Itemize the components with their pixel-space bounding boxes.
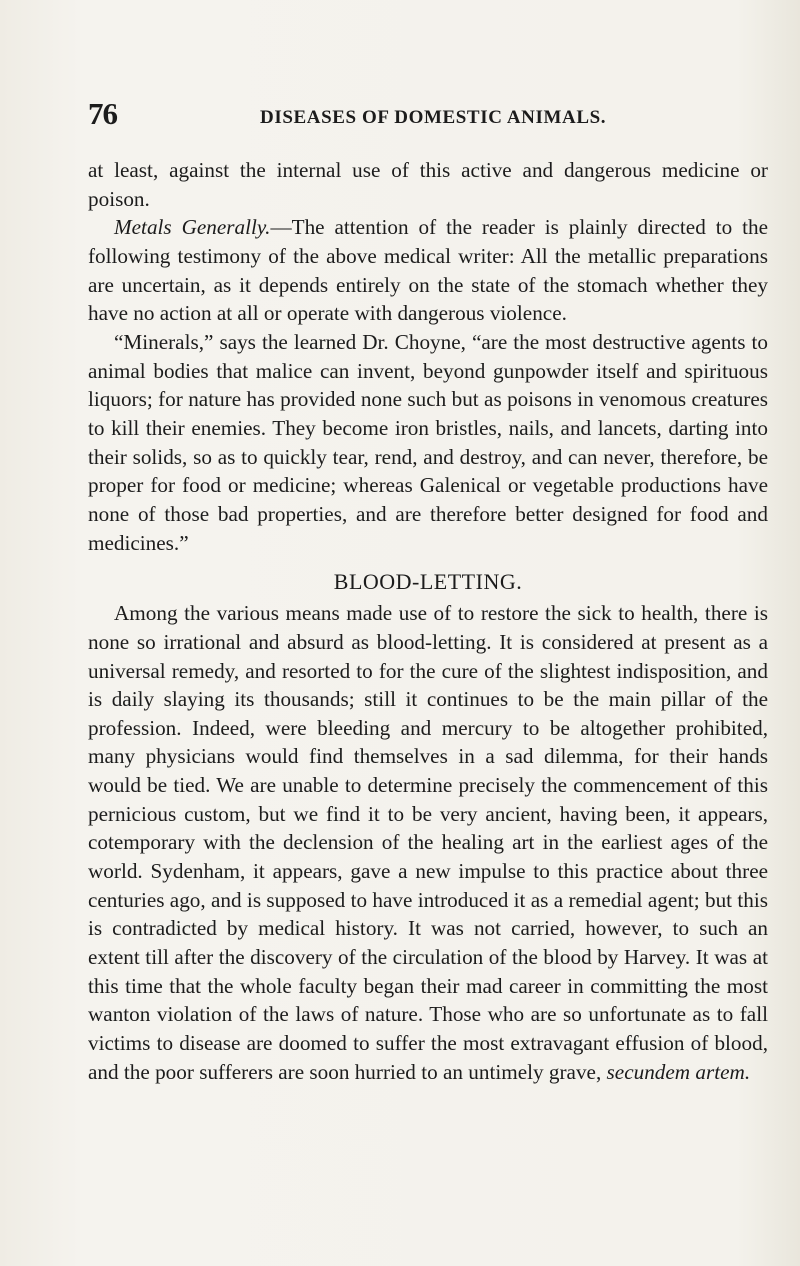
paragraph-blood-letting	[88, 599, 768, 1086]
running-title: DISEASES OF DOMESTIC ANIMALS.	[260, 107, 607, 128]
paragraph-continuation: at least, against the internal use of this active and dangerous medicine or poison.	[88, 158, 768, 211]
page-header	[88, 96, 768, 136]
latin-phrase: secundem artem.	[606, 1059, 751, 1084]
paragraph-lead-italic: Metals Generally.	[114, 215, 271, 240]
page-body	[88, 156, 768, 1086]
paragraph-metals-generally	[88, 213, 768, 328]
paragraph-text: Among the various means made use of to restore the sick to health, there is none so irrational and absurd as blood-letting. It is considered at present as a universal remedy, and resorted to for the cure of the slightest indisposition, and is daily slaying its thousands; still it continues to be the main pillar of the profession. Indeed, were bleeding and mercury to be altogether prohibited, many physicians would find themselves in a sad dilemma, for their hands would be tied. We are unable to determine precisely the commencement of this pernicious custom, but we find it to be very ancient, having been, it appears, cotemporary with the declension of the healing art in the earliest ages of the world. Sydenham, it appears, gave a new impulse to this practice about three centuries ago, and is supposed to have introduced it as a remedial agent; but this is contradicted by medical history. It was not carried, however, to such an extent till after the discovery of the circulation of the blood by Harvey. It was at this time that the whole faculty began their mad career in committing the most wanton violation of the laws of nature. Those who are so unfortunate as to fall victims to disease are doomed to suffer the most extravagant effusion of blood, and the poor sufferers are soon hurried to an untimely grave,	[88, 601, 768, 1084]
section-heading: BLOOD-LETTING.	[333, 569, 523, 595]
page-number: 76	[88, 96, 117, 131]
paragraph-choyne-quote: “Minerals,” says the learned Dr. Choyne, “are the most destructive agents to animal bodies that malice can invent, beyond gunpowder itself and spirituous liquors; for nature has provided none such but as poisons in venomous creatures to kill their enemies. They become iron bristles, nails, and lancets, darting into their solids, so as to quickly tear, rend, and destroy, and can never, therefore, be proper for food or medicine; whereas Galenical or vegetable productions have none of those bad properties, and are therefore better designed for food and medicines.”	[88, 329, 768, 555]
paragraph-text: —The attention of the reader is plainly directed to the following testimony of the above medical writer: All the metallic preparations are uncertain, as it depends entirely on the state of the stomach whether they have no action at all or operate with dangerous violence.	[88, 215, 768, 326]
